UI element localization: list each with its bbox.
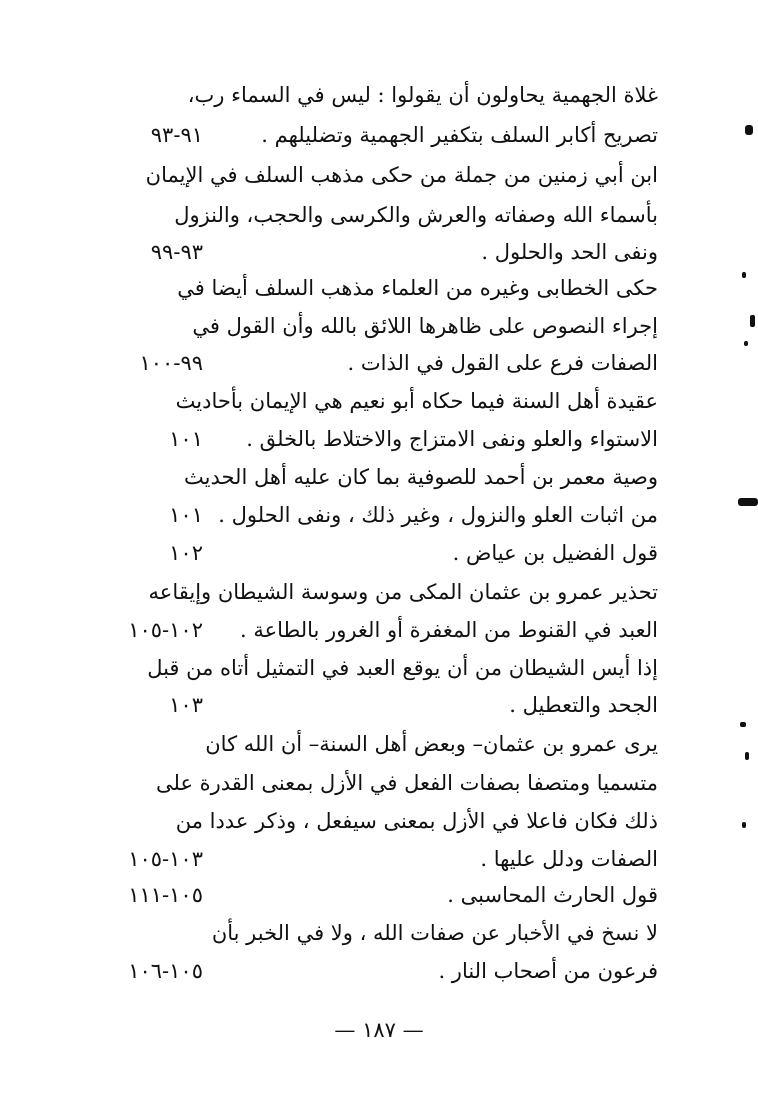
page-ref-10: ١٠١ — [169, 427, 203, 451]
page-ref-24: ١٠٥-١٠٦ — [128, 959, 203, 983]
index-line-6: حكى الخطابى وغيره من العلماء مذهب السلف أيضا في — [177, 276, 658, 300]
index-line-14: تحذير عمرو بن عثمان المكى من وسوسة الشيطان وإيقاعه — [148, 580, 658, 604]
index-line-13: قول الفضيل بن عياض . — [452, 541, 658, 565]
page-ref-13: ١٠٢ — [169, 541, 203, 565]
index-line-1: غلاة الجهمية يحاولون أن يقولوا : ليس في السماء رب، — [187, 83, 658, 107]
page-number: — ١٨٧ — — [334, 1018, 424, 1042]
scan-mark — [745, 752, 749, 760]
page-ref-5: ٩٣-٩٩ — [150, 240, 203, 264]
index-line-21: الصفات ودلل عليها . — [480, 847, 658, 871]
index-line-20: ذلك فكان فاعلا في الأزل بمعنى سيفعل ، وذكر عددا من — [175, 809, 658, 833]
scan-mark — [742, 272, 746, 278]
index-line-22: قول الحارث المحاسبى . — [447, 883, 658, 907]
page-ref-8: ٩٩-١٠٠ — [139, 351, 203, 375]
index-line-18: يرى عمرو بن عثمان– وبعض أهل السنة– أن الله كان — [205, 732, 658, 756]
index-line-5: ونفى الحد والحلول . — [481, 240, 658, 264]
index-line-4: بأسماء الله وصفاته والعرش والكرسى والحجب، والنزول — [174, 203, 658, 227]
index-line-24: فرعون من أصحاب النار . — [438, 959, 658, 983]
scan-mark — [738, 498, 758, 506]
index-line-7: إجراء النصوص على ظاهرها اللائق بالله وأن القول في — [192, 314, 658, 338]
scan-mark — [740, 722, 746, 727]
scan-mark — [744, 341, 748, 346]
index-line-10: الاستواء والعلو ونفى الامتزاج والاختلاط بالخلق . — [246, 427, 658, 451]
index-line-12: من اثبات العلو والنزول ، وغير ذلك ، ونفى الحلول . — [218, 503, 658, 527]
page-ref-15: ١٠٢-١٠٥ — [128, 618, 203, 642]
index-line-19: متسميا ومتصفا بصفات الفعل في الأزل بمعنى القدرة على — [155, 771, 658, 795]
index-line-2: تصريح أكابر السلف بتكفير الجهمية وتضليلهم . — [261, 123, 658, 147]
index-line-16: إذا أيس الشيطان من أن يوقع العبد في التمثيل أتاه من قبل — [147, 656, 658, 680]
page-ref-21: ١٠٣-١٠٥ — [128, 847, 203, 871]
scan-mark — [742, 822, 746, 828]
scan-mark — [750, 315, 755, 327]
index-line-23: لا نسخ في الأخبار عن صفات الله ، ولا في الخبر بأن — [211, 921, 658, 945]
index-line-15: العبد في القنوط من المغفرة أو الغرور بالطاعة . — [239, 618, 658, 642]
index-line-9: عقيدة أهل السنة فيما حكاه أبو نعيم هي الإيمان بأحاديث — [175, 389, 658, 413]
page-ref-2: ٩١-٩٣ — [150, 123, 203, 147]
index-line-8: الصفات فرع على القول في الذات . — [347, 351, 658, 375]
index-line-11: وصية معمر بن أحمد للصوفية بما كان عليه أهل الحديث — [184, 465, 658, 489]
page-ref-17: ١٠٣ — [169, 693, 203, 717]
scan-mark — [745, 125, 753, 135]
page-ref-22: ١٠٥-١١١ — [128, 883, 203, 907]
index-line-3: ابن أبي زمنين من جملة من حكى مذهب السلف في الإيمان — [145, 163, 658, 187]
index-line-17: الجحد والتعطيل . — [509, 693, 658, 717]
page-ref-12: ١٠١ — [169, 503, 203, 527]
